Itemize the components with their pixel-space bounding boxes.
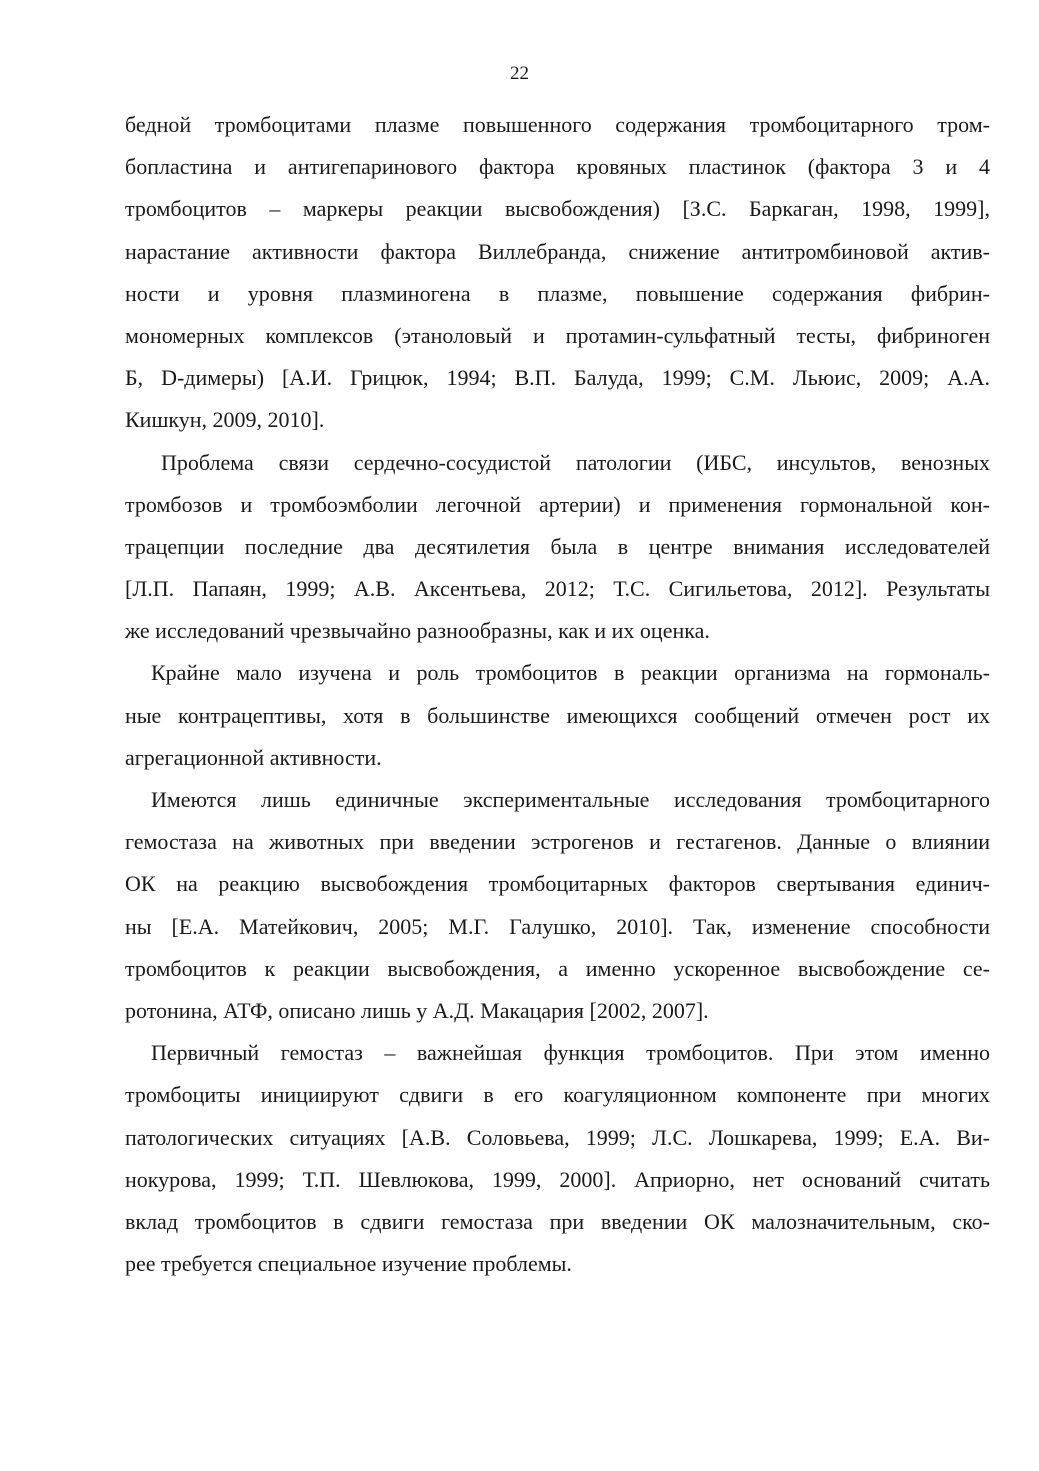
text-line: тромбоцитов к реакции высвобождения, а именно ускоренное высвобождение се- [125,955,990,981]
text-line: тромбоциты инициируют сдвиги в его коагуляционном компоненте при многих [125,1082,990,1108]
paragraph [125,779,990,1032]
text-line: нарастание активности фактора Виллебранда, снижение антитромбиновой актив- [125,238,990,264]
text-line: рее требуется специальное изучение проблемы. [125,1251,572,1277]
text-line: патологических ситуациях [А.В. Соловьева, 1999; Л.С. Лошкарева, 1999; Е.А. Ви- [125,1124,990,1150]
paragraph [125,652,990,779]
text-line: ны [Е.А. Матейкович, 2005; М.Г. Галушко, 2010]. Так, изменение способности [125,913,990,939]
text-line: ности и уровня плазминогена в плазме, повышение содержания фибрин- [125,280,990,306]
text-line: ные контрацептивы, хотя в большинстве имеющихся сообщений отмечен рост их [125,702,990,728]
text-line: тромбоцитов – маркеры реакции высвобождения) [З.С. Баркаган, 1998, 1999], [125,196,990,222]
paragraph [125,1032,990,1285]
text-line: Б, D-димеры) [А.И. Грицюк, 1994; В.П. Балуда, 1999; С.М. Льюис, 2009; А.А. [125,365,990,391]
paragraph [125,442,990,653]
text-line: Имеются лишь единичные экспериментальные исследования тромбоцитарного [151,787,990,812]
text-line: тромбозов и тромбоэмболии легочной артерии) и применения гормональной кон- [125,491,990,517]
text-line: ротонина, АТФ, описано лишь у А.Д. Макацария [2002, 2007]. [125,997,709,1023]
text-line: вклад тромбоцитов в сдвиги гемостаза при введении ОК малозначительным, ско- [125,1208,990,1234]
text-line: Крайне мало изучена и роль тромбоцитов в реакции организма на гормональ- [151,660,990,686]
text-line: трацепции последние два десятилетия была в центре внимания исследователей [125,533,990,559]
text-line: Первичный гемостаз – важнейшая функция тромбоцитов. При этом именно [151,1040,990,1066]
text-line: гемостаза на животных при введении эстрогенов и гестагенов. Данные о влиянии [125,829,990,855]
text-line: мономерных комплексов (этаноловый и протамин-сульфатный тесты, фибриноген [125,322,990,348]
text-line: ОК на реакцию высвобождения тромбоцитарных факторов свертывания единич- [125,871,990,897]
page-number: 22 [510,63,529,84]
text-line: [Л.П. Папаян, 1999; А.В. Аксентьева, 2012; Т.С. Сигильетова, 2012]. Результаты [125,576,990,602]
text-line: Кишкун, 2009, 2010]. [125,407,325,433]
document-body [125,104,990,1285]
paragraph [125,104,990,442]
text-line: бопластина и антигепаринового фактора кровяных пластинок (фактора 3 и 4 [125,154,990,180]
text-line: агрегационной активности. [125,744,382,770]
text-line: нокурова, 1999; Т.П. Шевлюкова, 1999, 2000]. Априорно, нет оснований считать [125,1166,990,1192]
text-line: же исследований чрезвычайно разнообразны, как и их оценка. [125,618,710,644]
text-line: Проблема связи сердечно-сосудистой патологии (ИБС, инсультов, венозных [161,449,990,475]
text-line: бедной тромбоцитами плазме повышенного содержания тромбоцитарного тром- [125,112,990,137]
